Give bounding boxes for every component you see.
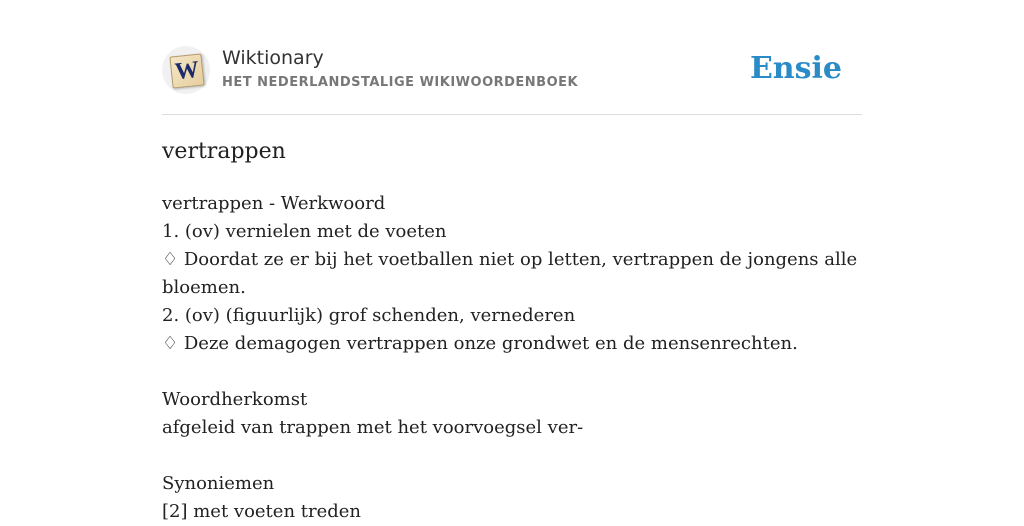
synonyms-heading: Synoniemen — [162, 473, 275, 494]
synonym-item: [2] met voeten treden — [162, 501, 362, 522]
spacer — [162, 358, 862, 386]
sense-2: 2. (ov) (figuurlijk) grof schenden, vernederen — [162, 305, 576, 326]
ensie-brand-link[interactable]: Ensie — [749, 51, 842, 86]
part-of-speech-line: vertrappen - Werkwoord — [162, 193, 386, 214]
example-2: ♢ Deze demagogen vertrappen onze grondwet en de mensenrechten. — [162, 333, 798, 354]
site-header — [162, 46, 862, 115]
spacer — [162, 442, 862, 470]
etymology-text: afgeleid van trappen met het voorvoegsel ver- — [162, 417, 584, 438]
logo-letter: W — [173, 56, 201, 86]
entry-content — [162, 190, 862, 526]
site-subtitle: HET NEDERLANDSTALIGE WIKIWOORDENBOEK — [222, 75, 579, 90]
example-1: ♢ Doordat ze er bij het voetballen niet op letten, vertrappen de jongens alle bloemen. — [162, 249, 858, 298]
wiktionary-logo-icon[interactable] — [162, 46, 210, 94]
logo-tile — [169, 53, 204, 88]
site-title[interactable]: Wiktionary — [222, 47, 324, 69]
page-title: vertrappen — [162, 139, 286, 164]
sense-1: 1. (ov) vernielen met de voeten — [162, 221, 447, 242]
etymology-heading: Woordherkomst — [162, 389, 308, 410]
